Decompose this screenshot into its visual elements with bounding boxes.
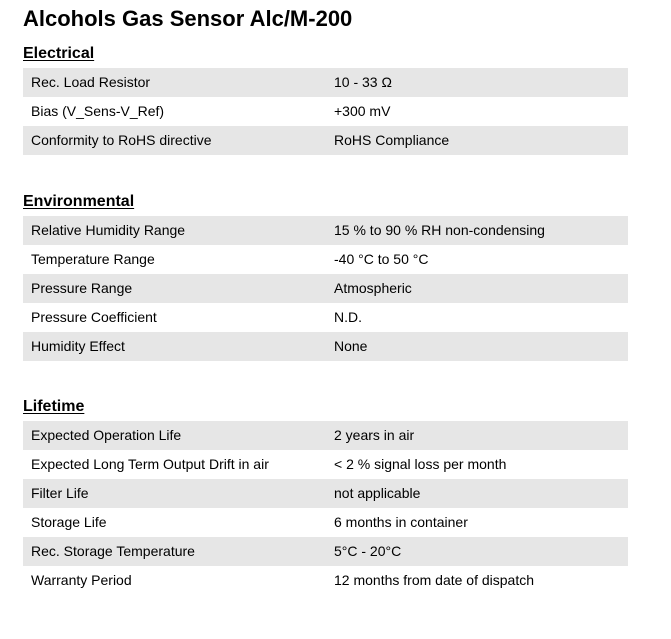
document-title: Alcohols Gas Sensor Alc/M-200 bbox=[23, 6, 353, 31]
table-row bbox=[23, 245, 628, 274]
table-row bbox=[23, 68, 628, 97]
section-heading-environmental: Environmental bbox=[23, 193, 135, 210]
spec-value: RoHS Compliance bbox=[329, 126, 628, 155]
electrical-spec-table bbox=[23, 68, 628, 155]
section-electrical bbox=[23, 44, 628, 155]
table-row bbox=[23, 126, 628, 155]
table-row bbox=[23, 97, 628, 126]
spec-label: Expected Operation Life bbox=[23, 421, 329, 450]
spec-label: Temperature Range bbox=[31, 251, 155, 267]
spec-value: not applicable bbox=[329, 479, 628, 508]
spec-value: None bbox=[329, 332, 628, 361]
spec-value: Atmospheric bbox=[329, 274, 628, 303]
table-row bbox=[23, 566, 628, 595]
spec-label: Bias (V_Sens-V_Ref) bbox=[31, 103, 165, 119]
spec-label: Rec. Load Resistor bbox=[23, 68, 329, 97]
table-row bbox=[23, 421, 628, 450]
spec-label: Storage Life bbox=[31, 514, 107, 530]
section-lifetime bbox=[23, 397, 628, 595]
table-row bbox=[23, 537, 628, 566]
spec-label: Relative Humidity Range bbox=[23, 216, 329, 245]
spec-value: 5°C - 20°C bbox=[329, 537, 628, 566]
section-environmental bbox=[23, 192, 628, 361]
section-heading-electrical: Electrical bbox=[23, 45, 95, 62]
spec-value: 12 months from date of dispatch bbox=[334, 572, 534, 588]
table-row bbox=[23, 332, 628, 361]
spec-value: -40 °C to 50 °C bbox=[334, 251, 429, 267]
table-row bbox=[23, 216, 628, 245]
table-row bbox=[23, 479, 628, 508]
spec-label: Pressure Range bbox=[23, 274, 329, 303]
spec-label: Conformity to RoHS directive bbox=[23, 126, 329, 155]
spec-value: 6 months in container bbox=[334, 514, 468, 530]
spec-label: Expected Long Term Output Drift in air bbox=[31, 456, 269, 472]
table-row bbox=[23, 274, 628, 303]
spec-label: Humidity Effect bbox=[23, 332, 329, 361]
spec-value: N.D. bbox=[334, 309, 362, 325]
spec-value: +300 mV bbox=[334, 103, 391, 119]
spec-label: Pressure Coefficient bbox=[31, 309, 157, 325]
spec-label: Rec. Storage Temperature bbox=[23, 537, 329, 566]
spec-value: 2 years in air bbox=[329, 421, 628, 450]
table-row bbox=[23, 303, 628, 332]
lifetime-spec-table bbox=[23, 421, 628, 595]
table-row bbox=[23, 450, 628, 479]
environmental-spec-table bbox=[23, 216, 628, 361]
spec-label: Filter Life bbox=[23, 479, 329, 508]
section-heading-lifetime: Lifetime bbox=[23, 398, 85, 415]
spec-label: Warranty Period bbox=[31, 572, 132, 588]
spec-value: 15 % to 90 % RH non-condensing bbox=[329, 216, 628, 245]
table-row bbox=[23, 508, 628, 537]
spec-value: 10 - 33 Ω bbox=[329, 68, 628, 97]
spec-value: < 2 % signal loss per month bbox=[334, 456, 507, 472]
